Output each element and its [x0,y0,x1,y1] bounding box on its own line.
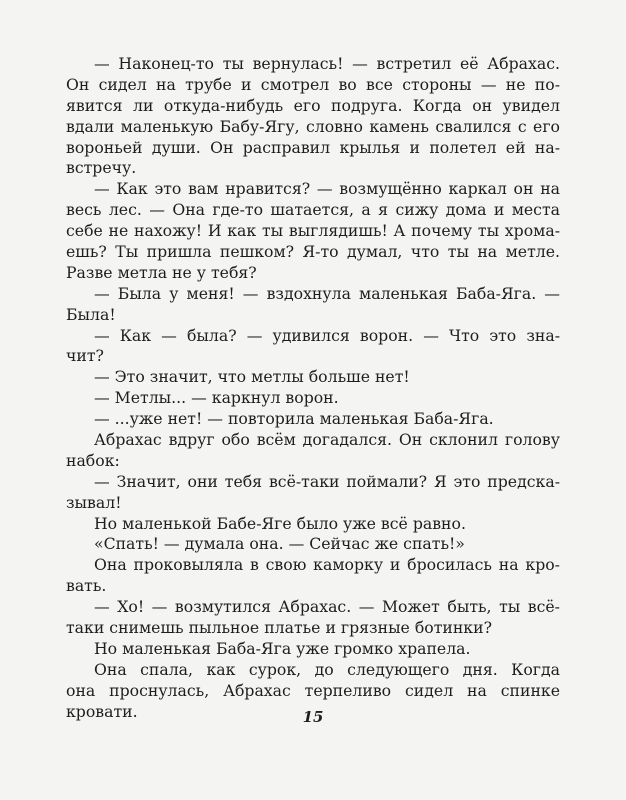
text-line: вороньей души. Он расправил крылья и полетел ей на- [66,137,560,157]
text-line: кровати. [66,701,138,721]
text-line: Но маленькая Баба-Яга уже громко храпела. [94,638,471,658]
text-line: — Как это вам нравится? — возмущённо каркал он на [94,179,560,199]
text-line: Разве метла не у тебя? [66,262,257,282]
text-line: вдали маленькую Бабу-Ягу, словно камень свалился с его [66,116,560,136]
body-text [66,54,560,723]
text-line: вать. [66,576,107,596]
text-line: — Как — была? — удивился ворон. — Что это зна- [94,325,560,345]
text-line: — Значит, они тебя всё-таки поймали? Я это предска- [94,471,560,491]
text-line: Абрахас вдруг обо всём догадался. Он склонил голову [94,430,560,450]
text-line: Но маленькой Бабе-Яге было уже всё равно. [94,513,466,533]
text-line: таки снимешь пыльное платье и грязные ботинки? [66,618,492,638]
text-line: — ...уже нет! — повторила маленькая Баба-Яга. [94,409,494,429]
text-line: — Наконец-то ты вернулась! — встретил её Абрахас. [94,54,560,73]
page-number: 15 [302,708,324,726]
text-line: — Хо! — возмутился Абрахас. — Может быть, ты всё- [94,597,560,617]
text-line: встречу. [66,158,137,178]
text-line: «Спать! — думала она. — Сейчас же спать!» [94,534,465,554]
text-line: Она спала, как сурок, до следующего дня. Когда [94,659,560,679]
text-line: чит? [66,346,104,366]
text-line: Она проковыляла в свою каморку и бросилась на кро- [94,555,560,575]
text-line: явится ли откуда-нибудь его подруга. Когда он увидел [66,95,560,115]
text-line: — Метлы... — каркнул ворон. [94,388,339,408]
text-line: она проснулась, Абрахас терпеливо сидел на спинке [66,680,560,700]
text-line: Он сидел на трубе и смотрел во все стороны — не по- [66,74,560,94]
text-line: Была! [66,304,116,324]
text-line: себе не нахожу! И как ты выглядишь! А почему ты хрома- [66,221,560,241]
text-line: — Была у меня! — вздохнула маленькая Баба-Яга. — [94,283,560,303]
text-line: ешь? Ты пришла пешком? Я-то думал, что ты на метле. [66,242,560,262]
text-line: зывал! [66,492,122,512]
text-line: весь лес. — Она где-то шатается, а я сижу дома и места [66,200,560,220]
text-line: набок: [66,450,120,470]
text-line: — Это значит, что метлы больше нет! [94,367,410,387]
